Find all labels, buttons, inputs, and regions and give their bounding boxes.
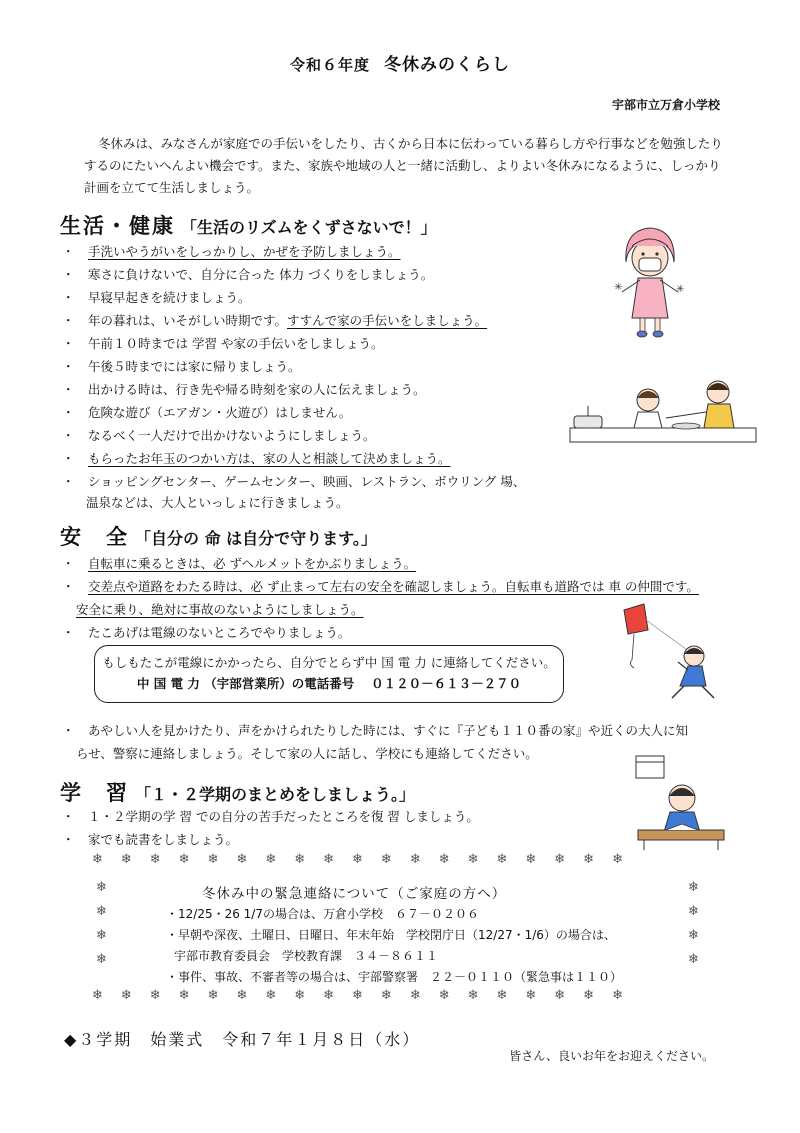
list-item: ・ ショッピングセンター、ゲームセンター、映画、レストラン、ボウリング 場、	[62, 470, 762, 493]
health-heading	[60, 210, 437, 240]
list-item: ・ あやしい人を見かけたり、声をかけられたりした時には、すぐに『子ども１１０番の家』や近くの大人に知	[62, 719, 762, 742]
health-continuation: 温泉などは、大人といっしょに行きましょう。	[86, 495, 349, 510]
health-heading-sub: 「生活のリズムをくずさないで！」	[181, 218, 437, 237]
safety-item4-continuation: らせ、警察に連絡しましょう。そして家の人に話し、学校にも連絡してください。	[76, 746, 538, 761]
svg-text:✳: ✳	[614, 282, 623, 293]
list-item: ・ もらったお年玉のつかい方は、家の人と相談して決めましょう。	[62, 447, 762, 470]
new-year-greeting: 皆さん、良いお年をお迎えください。	[509, 1049, 714, 1063]
svg-text:✳: ✳	[676, 284, 685, 295]
list-item: ・ １・２学期の学 習 での自分の苦手だったところを復 習 しましょう。	[62, 805, 762, 828]
study-heading	[60, 777, 415, 807]
emergency-contact-box	[92, 852, 707, 1002]
power-line-notice-box	[94, 645, 564, 703]
page-title	[0, 50, 800, 75]
kids-helping-in-kitchen-illustration	[568, 372, 758, 444]
emergency-line-3: 宇部市教育委員会 学校教育課 ３４－８６１１	[174, 949, 439, 963]
girl-with-mask-illustration	[610, 222, 690, 340]
safety-heading	[60, 521, 377, 551]
list-item: ・ なるべく一人だけで出かけないようにしましょう。	[62, 424, 762, 447]
snowflake-border-bottom: ❄❄❄❄❄❄❄❄❄❄❄❄❄❄❄❄❄❄❄	[92, 988, 641, 1003]
emergency-title: 冬休み中の緊急連絡について（ご家庭の方へ）	[202, 886, 507, 902]
list-item: ・ 早寝早起きを続けましょう。	[62, 286, 762, 309]
school-name: 宇部市立万倉小学校	[611, 98, 720, 112]
list-item: ・ 交差点や道路をわたる時は、必 ず止まって左右の安全を確認しましょう。自転車も道路では 車 の仲間です。	[62, 575, 762, 598]
snowflake-border-right: ❄ ❄ ❄ ❄	[688, 880, 699, 967]
snowflake-border-left: ❄ ❄ ❄ ❄	[96, 880, 107, 967]
boy-studying-illustration	[632, 754, 728, 852]
boy-flying-kite-illustration	[618, 600, 728, 705]
list-item: ・ 家でも読書をしましょう。	[62, 828, 762, 851]
safety-heading-sub: 「自分の 命 は自分で守ります。」	[135, 529, 377, 548]
list-item: ・ 年の暮れは、いそがしい時期です。すすんで家の手伝いをしましょう。	[62, 309, 762, 332]
safety-heading-title: 安 全	[60, 525, 129, 549]
list-item: ・ 出かける時は、行き先や帰る時刻を家の人に伝えましょう。	[62, 378, 762, 401]
intro-paragraph: 冬休みは、みなさんが家庭での手伝いをしたり、古くから日本に伝わっている暮らし方や行事などを勉強したりするのにたいへんよい機会です。また、家族や地域の人と一緒に活動し、よりよい冬休みになるように、しっかり計画を立てて生活しましょう。	[84, 136, 723, 195]
study-heading-sub: 「１・２学期のまとめをしましょう。」	[135, 785, 416, 804]
list-item: ・ 午後５時までには家に帰りましょう。	[62, 355, 762, 378]
list-item: ・ たこあげは電線のないところでやりましょう。	[62, 621, 762, 644]
health-heading-title: 生活・健康	[60, 214, 175, 238]
list-item: ・ 自転車に乗るときは、必 ずヘルメットをかぶりましょう。	[62, 552, 762, 575]
emergency-line-4: ・事件、事故、不審者等の場合は、宇部警察署 ２２－０１１０（緊急事は１１０）	[166, 970, 623, 984]
notice-line-2: 中 国 電 力 （宇部営業所）の電話番号 ０１２０－６１３－２７０	[136, 676, 522, 691]
fiscal-year: 令和６年度	[289, 56, 370, 74]
term-start-notice: ◆３学期 始業式 令和７年１月８日（水）	[64, 1030, 421, 1049]
safety-list-a	[62, 552, 762, 598]
list-item: ・ 午前１０時までは 学習 や家の手伝いをしましょう。	[62, 332, 762, 355]
safety-list-c	[62, 719, 762, 742]
safety-continuation: 安全に乗り、絶対に事故のないようにしましょう。	[76, 602, 364, 617]
emergency-line-1: ・12/25・26 1/7の場合は、万倉小学校 ６７－０２０６	[166, 907, 479, 921]
list-item: ・ 危険な遊び（エアガン・火遊び）はしません。	[62, 401, 762, 424]
notice-line-1: もしもたこが電線にかかったら、自分でとらず中 国 電 力 に連絡してください。	[102, 655, 556, 670]
emergency-line-2: ・早朝や深夜、土曜日、日曜日、年末年始 学校閉庁日（12/27・1/6）の場合は、	[166, 928, 616, 942]
title-text: 冬休みのくらし	[384, 55, 510, 75]
list-item: ・ 手洗いやうがいをしっかりし、かぜを予防しましょう。	[62, 240, 762, 263]
study-heading-title: 学 習	[60, 781, 129, 805]
snowflake-border-top: ❄❄❄❄❄❄❄❄❄❄❄❄❄❄❄❄❄❄❄	[92, 852, 641, 867]
list-item: ・ 寒さに負けないで、自分に合った 体力 づくりをしましょう。	[62, 263, 762, 286]
